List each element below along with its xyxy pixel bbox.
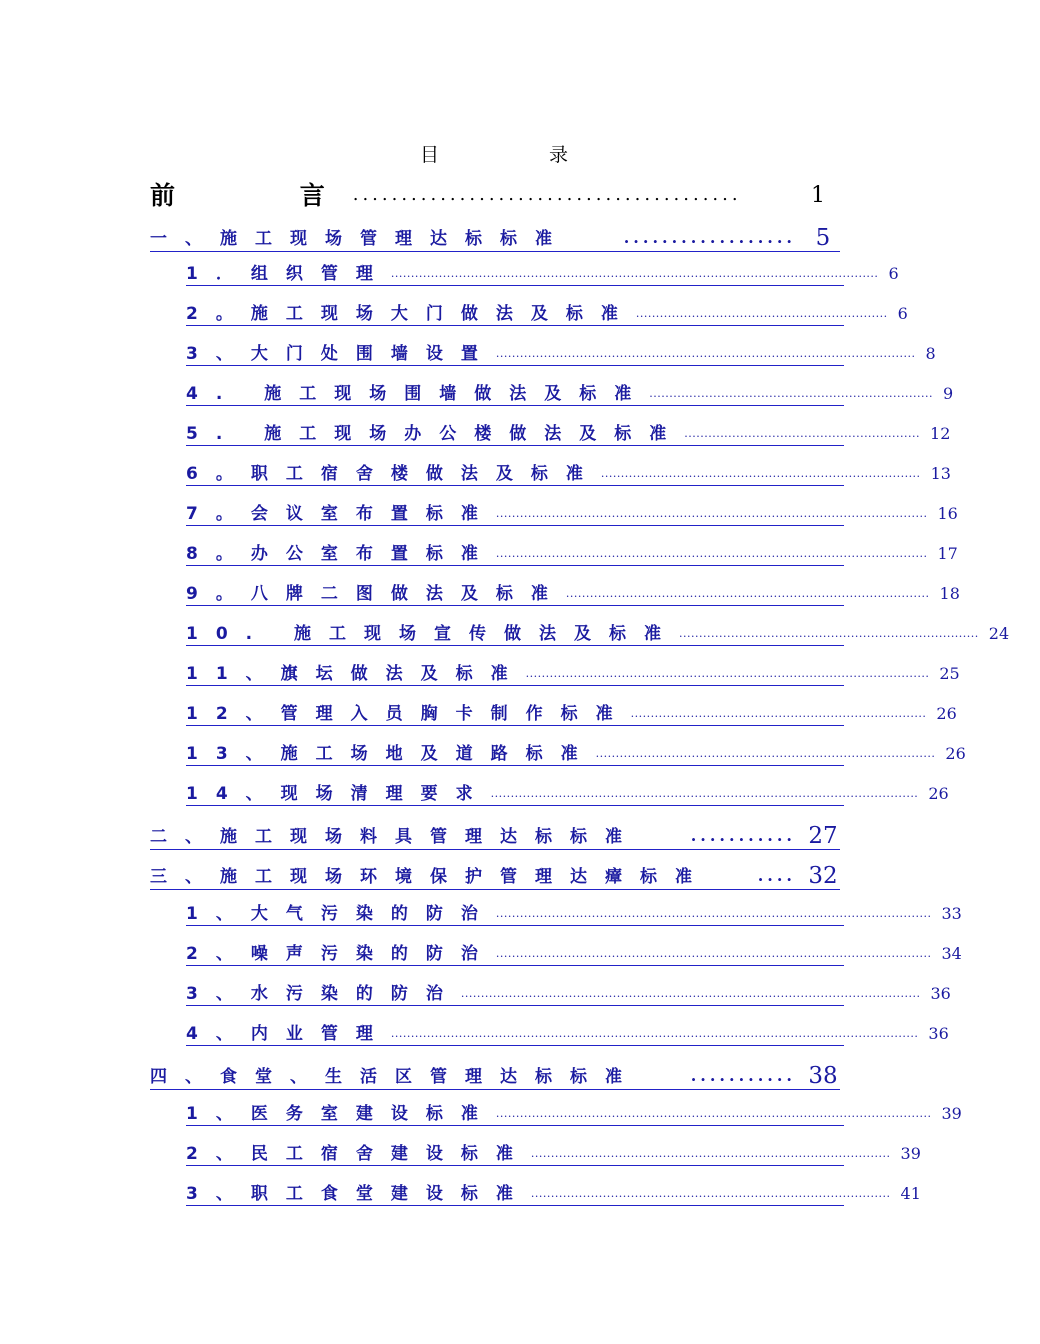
toc-page-number: 26 (928, 784, 949, 803)
toc-entry-4-1[interactable] (186, 1102, 962, 1126)
toc-leader-dots: ............................................................................................................. (495, 947, 932, 960)
toc-entry-1-10[interactable] (186, 622, 1010, 646)
toc-entry-1-8[interactable] (186, 542, 958, 566)
toc-leader-dots: ................................................................................................................... (460, 987, 921, 1000)
toc-leader-dots: ..................................................................................................... (525, 667, 930, 680)
toc-entry-label: 12、管理入员胸卡制作标准 (186, 704, 631, 724)
toc-page-number: 26 (945, 744, 966, 763)
toc-entry-3-2[interactable] (186, 942, 962, 966)
toc-page-number: 16 (937, 504, 958, 523)
toc-leader-dots: ........... (690, 1066, 796, 1085)
toc-leader-dots: .......................................................................... (630, 707, 927, 720)
toc-entry-1-2[interactable] (186, 302, 908, 326)
toc-entry-1-3[interactable] (186, 342, 936, 366)
toc-leader-dots: ............................................................................................................ (495, 547, 928, 560)
toc-page-number: 25 (939, 664, 960, 683)
toc-leader-dots: .......................................................................................................................... (390, 267, 879, 280)
toc-entry-1-9[interactable] (186, 582, 960, 606)
toc-entry-label: 4、内业管理 (186, 1024, 391, 1044)
toc-entry-label: 3、水污染的防治 (186, 984, 461, 1004)
toc-entry-label: 11、旗坛做法及标准 (186, 664, 526, 684)
toc-section-4[interactable] (150, 1062, 840, 1090)
toc-entry-label: 三、施工现场环境保护管理达瘴标准 (150, 867, 710, 887)
toc-page-number: 12 (930, 424, 951, 443)
toc-entry-label: 4. 施工现场围墙做法及标准 (186, 384, 650, 404)
toc-page-number: 24 (988, 624, 1010, 643)
toc-entry-label: 9。八牌二图做法及标准 (186, 584, 566, 604)
toc-entry-label: 7。会议室布置标准 (186, 504, 496, 524)
toc-leader-dots: ..................................................................................... (595, 747, 936, 760)
toc-page-number: 34 (941, 944, 962, 963)
toc-page-number: 36 (928, 1024, 949, 1043)
toc-entry-1-12[interactable] (186, 702, 957, 726)
toc-leader-dots: .................................................................................................................................... (390, 1027, 919, 1040)
toc-leader-dots: ......................................................................................................... (495, 347, 916, 360)
toc-entry-1-11[interactable] (186, 662, 960, 686)
toc-entry-1-5[interactable] (186, 422, 951, 446)
toc-leader-dots: ............................................................................................................ (495, 507, 928, 520)
toc-page-number: 33 (941, 904, 962, 923)
toc-leader-dots: ........................................ (352, 184, 742, 205)
toc-entry-1-14[interactable] (186, 782, 949, 806)
toc-section-3[interactable] (150, 862, 840, 890)
toc-entry-3-3[interactable] (186, 982, 951, 1006)
toc-page-number: 38 (808, 1063, 838, 1089)
toc-leader-dots: ........................................................................... (679, 627, 979, 640)
toc-page-number: 1 (811, 183, 825, 208)
toc-leader-dots: ............................................................... (635, 307, 888, 320)
toc-page-number: 17 (937, 544, 958, 563)
toc-entry-label: 6。职工宿舍楼做法及标准 (186, 464, 601, 484)
toc-section-2[interactable] (150, 822, 840, 850)
toc-entry-preface[interactable] (150, 178, 825, 212)
toc-entry-label: 1、医务室建设标准 (186, 1104, 496, 1124)
toc-leader-dots: .......................................................................................... (530, 1147, 891, 1160)
toc-entry-label: 二、施工现场料具管理达标标准 (150, 827, 640, 847)
toc-entry-3-4[interactable] (186, 1022, 949, 1046)
toc-page-number: 6 (897, 304, 908, 323)
toc-page-number: 27 (808, 823, 838, 849)
toc-entry-1-1[interactable] (186, 262, 899, 286)
toc-title: 目 录 (419, 144, 621, 166)
toc-entry-label: 8。办公室布置标准 (186, 544, 496, 564)
toc-page-number: 13 (930, 464, 951, 483)
toc-page-number: 36 (930, 984, 951, 1003)
toc-entry-4-3[interactable] (186, 1182, 921, 1206)
toc-entry-label: 5. 施工现场办公楼做法及标准 (186, 424, 685, 444)
toc-leader-dots: ................................................................................ (600, 467, 921, 480)
toc-leader-dots: ............................................................................................................. (495, 907, 932, 920)
toc-leader-dots: .................. (623, 228, 796, 247)
toc-page-number: 8 (925, 344, 936, 363)
toc-entry-label: 一、施工现场管理达标标准 (150, 229, 570, 249)
toc-page-number: 6 (888, 264, 899, 283)
toc-page-number: 41 (900, 1184, 921, 1203)
toc-entry-4-2[interactable] (186, 1142, 921, 1166)
toc-entry-label: 1．组织管理 (186, 264, 391, 284)
toc-entry-label: 2、噪声污染的防治 (186, 944, 496, 964)
toc-entry-label: 14、现场清理要求 (186, 784, 491, 804)
toc-page-number: 9 (942, 384, 954, 403)
toc-page-number: 39 (941, 1104, 962, 1123)
toc-page-number: 5 (815, 225, 831, 251)
toc-leader-dots: ....................................................................... (649, 387, 933, 400)
toc-entry-1-7[interactable] (186, 502, 958, 526)
toc-entry-label: 2。施工现场大门做法及标准 (186, 304, 636, 324)
toc-entry-1-13[interactable] (186, 742, 966, 766)
toc-page-number: 39 (900, 1144, 921, 1163)
toc-entry-label: 1、大气污染的防治 (186, 904, 496, 924)
toc-leader-dots: ........................................................... (684, 427, 921, 440)
toc-leader-dots: ............................................................................................................. (495, 1107, 932, 1120)
toc-page-number: 32 (808, 863, 838, 889)
toc-entry-1-6[interactable] (186, 462, 951, 486)
toc-entry-label: 3、大门处围墙设置 (186, 344, 496, 364)
toc-entry-label: 2、民工宿舍建设标准 (186, 1144, 531, 1164)
toc-entry-label: 前 言 (150, 181, 383, 210)
toc-leader-dots: ........................................................................................................... (490, 787, 919, 800)
toc-page-number: 18 (939, 584, 960, 603)
toc-entry-label: 13、施工场地及道路标准 (186, 744, 596, 764)
toc-entry-label: 四、食堂、生活区管理达标标准 (150, 1067, 640, 1087)
toc-page-number: 26 (936, 704, 957, 723)
toc-leader-dots: .... (757, 866, 796, 885)
toc-entry-label: 10. 施工现场宣传做法及标准 (186, 624, 680, 644)
toc-entry-3-1[interactable] (186, 902, 962, 926)
toc-leader-dots: ........................................................................................... (565, 587, 930, 600)
toc-leader-dots: .......................................................................................... (530, 1187, 891, 1200)
toc-entry-label: 3、职工食堂建设标准 (186, 1184, 531, 1204)
toc-leader-dots: ........... (690, 826, 796, 845)
toc-section-1[interactable] (150, 224, 840, 252)
toc-entry-1-4[interactable] (186, 382, 954, 406)
